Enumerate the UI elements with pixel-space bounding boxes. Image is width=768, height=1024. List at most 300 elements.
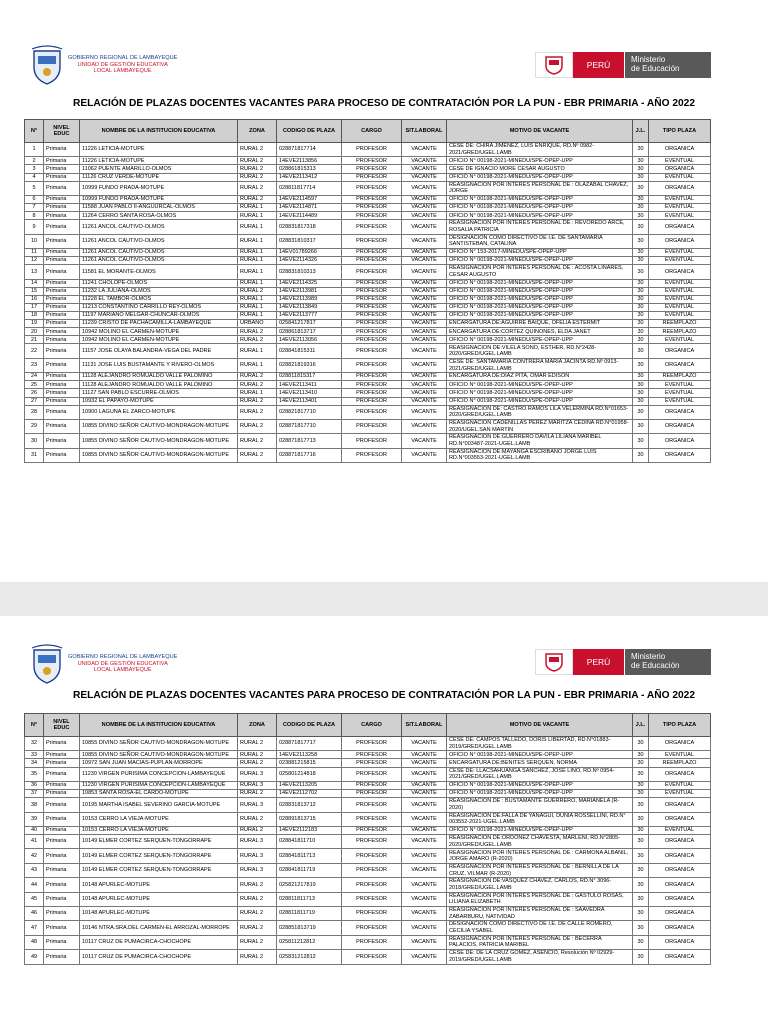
cell-hours: 30 [633,234,649,248]
cell-role: PROFESOR [342,204,402,212]
table-row [25,279,711,287]
table-row [25,781,711,789]
cell-role: PROFESOR [342,303,402,311]
cell-reason: REASIGNACION POR INTERES PERSONAL DE : ACOSTA LINARES, CESAR AUGUSTO [447,265,633,279]
cell-code: 028841815311 [277,344,342,358]
cell-role: PROFESOR [342,320,402,328]
cell-number: 5 [25,181,44,195]
document-title: RELACIÓN DE PLAZAS DOCENTES VACANTES PARA PROCESO DE CONTRATACIÓN POR LA PUN - EBR PRIMARIA - AÑO 2022 [72,690,696,701]
cell-reason: REASIGNACION DE: CASTRO RAMOS LILA VELERMINA RD.N°01653-2020/GRED/UGEL.LAMB [447,405,633,419]
cell-status: VACANTE [402,921,447,935]
document-page-2 [0,616,768,1024]
cell-number: 12 [25,257,44,265]
cell-role: PROFESOR [342,165,402,173]
cell-type: EVENTUAL [649,303,711,311]
cell-hours: 30 [633,320,649,328]
table-row [25,790,711,798]
cell-code: 14EVE2112702 [277,790,342,798]
cell-level: Primaria [44,767,80,781]
table-row [25,812,711,826]
cell-school: 11261 ANCOL CAUTIVO-OLMOS [80,257,238,265]
table-row [25,373,711,381]
cell-school: 10148 APURLEC-MOTUPE [80,906,238,920]
cell-status: VACANTE [402,863,447,877]
cell-code: 14EVE2113849 [277,303,342,311]
cell-hours: 30 [633,448,649,462]
cell-level: Primaria [44,279,80,287]
ugel-logo [30,45,177,85]
cell-school: 10855 DIVINO SEÑOR CAUTIVO-MONDRAGON-MOTUPE [80,420,238,434]
cell-number: 45 [25,892,44,906]
cell-hours: 30 [633,420,649,434]
cell-number: 6 [25,196,44,204]
cell-school: 10153 CERRO LA VIEJA-MOTUPE [80,812,238,826]
cell-status: VACANTE [402,165,447,173]
column-header-code: CODIGO DE PLAZA [277,714,342,737]
cell-number: 13 [25,265,44,279]
cell-status: VACANTE [402,212,447,220]
cell-code: 028831817318 [277,220,342,234]
cell-school: 11261 ANCOL CAUTIVO-OLMOS [80,249,238,257]
cell-number: 40 [25,826,44,834]
cell-type: EVENTUAL [649,204,711,212]
cell-zone: RURAL 1 [238,204,277,212]
cell-level: Primaria [44,798,80,812]
cell-code: 028861815313 [277,165,342,173]
cell-school: 10972 SAN JUAN MACIAS-PUPLAN-MORROPE [80,759,238,767]
cell-reason: REASIGNACION POR INTERES PERSONAL DE : OLAZABAL CHAVEZ, JORGE [447,181,633,195]
cell-reason: OFICIO N° 00198-2021-MINEDU/SPE-OPEP-UPP [447,381,633,389]
cell-role: PROFESOR [342,381,402,389]
cell-zone: RURAL 2 [238,812,277,826]
cell-school: 11062 PUENTE AMARILLO-OLMOS [80,165,238,173]
cell-role: PROFESOR [342,420,402,434]
cell-level: Primaria [44,257,80,265]
cell-type: ORGANICA [649,165,711,173]
cell-hours: 30 [633,790,649,798]
cell-role: PROFESOR [342,220,402,234]
cell-status: VACANTE [402,448,447,462]
cell-zone: RURAL 2 [238,373,277,381]
cell-role: PROFESOR [342,849,402,863]
cell-code: 025831212812 [277,950,342,964]
cell-level: Primaria [44,878,80,892]
cell-school: 10999 FUNDO PRADA-MOTUPE [80,196,238,204]
cell-role: PROFESOR [342,812,402,826]
cell-reason: REASIGNACION POR INTERES PERSONAL DE : REVOREDO ARCE, ROSALIA PATRICIA [447,220,633,234]
table-row [25,220,711,234]
cell-hours: 30 [633,798,649,812]
cell-role: PROFESOR [342,373,402,381]
cell-hours: 30 [633,279,649,287]
cell-code: 14EVE2113056 [277,336,342,344]
crest-icon [30,45,64,85]
cell-hours: 30 [633,265,649,279]
cell-code: 028851813719 [277,921,342,935]
ministry-logo [535,649,711,675]
cell-code: 025811212812 [277,935,342,949]
table-row [25,181,711,195]
cell-reason: CESE DE IGNACIO MORE CESAR AUGUSTO [447,165,633,173]
table-row [25,751,711,759]
cell-zone: RURAL 2 [238,434,277,448]
cell-zone: RURAL 3 [238,781,277,789]
cell-reason: DESIGNACION COMO DIRECTIVO DE I.E. DE SANTAMARIA SANTISTEBAN, CATALINA [447,234,633,248]
cell-school: 10900 LAGUNA EL ZARCO-MOTUPE [80,405,238,419]
cell-zone: RURAL 1 [238,234,277,248]
cell-zone: RURAL 2 [238,165,277,173]
cell-hours: 30 [633,759,649,767]
cell-level: Primaria [44,344,80,358]
cell-status: VACANTE [402,358,447,372]
cell-code: 14EVE2114325 [277,279,342,287]
cell-role: PROFESOR [342,405,402,419]
cell-status: VACANTE [402,849,447,863]
cell-status: VACANTE [402,181,447,195]
cell-role: PROFESOR [342,389,402,397]
cell-school: 11230 VIRGEN PURISIMA CONCEPCION-LAMBAYEQUE [80,781,238,789]
cell-type: REEMPLAZO [649,373,711,381]
cell-code: 028871817714 [277,143,342,157]
cell-zone: RURAL 3 [238,767,277,781]
cell-reason: REASIGNACION DE:ORDONEZ CHAVESTA, MARLENI, RD.N°2805-2020/GRED/UGEL.LAMB [447,835,633,849]
cell-level: Primaria [44,892,80,906]
org-text [68,55,177,74]
cell-code: 025841217817 [277,320,342,328]
cell-code: 14EVE2114489 [277,212,342,220]
cell-type: EVENTUAL [649,389,711,397]
cell-type: EVENTUAL [649,397,711,405]
org-line3: LOCAL LAMBAYEQUE [93,68,152,75]
cell-status: VACANTE [402,420,447,434]
table-row [25,405,711,419]
cell-status: VACANTE [402,812,447,826]
cell-reason: REASIGNACION POR INTERES PERSONAL DE : SAAVEDRA ZABARBURU, NATIVIDAD [447,906,633,920]
table-row [25,863,711,877]
cell-school: 11261 ANCOL CAUTIVO-OLMOS [80,220,238,234]
cell-code: 023881215815 [277,759,342,767]
cell-code: 14EV01789266 [277,249,342,257]
cell-hours: 30 [633,344,649,358]
cell-type: ORGANICA [649,737,711,751]
cell-status: VACANTE [402,906,447,920]
cell-role: PROFESOR [342,826,402,834]
table-row [25,204,711,212]
cell-zone: RURAL 1 [238,249,277,257]
cell-hours: 30 [633,173,649,181]
cell-role: PROFESOR [342,312,402,320]
cell-reason: OFICIO N° 00198-2021-MINEDU/SPE-OPEP-UPP [447,196,633,204]
cell-role: PROFESOR [342,751,402,759]
cell-level: Primaria [44,397,80,405]
cell-zone: RURAL 2 [238,935,277,949]
cell-code: 14EVE2114597 [277,196,342,204]
cell-zone: RURAL 2 [238,157,277,165]
cell-role: PROFESOR [342,157,402,165]
cell-code: 14EVE2113258 [277,751,342,759]
cell-number: 16 [25,295,44,303]
cell-status: VACANTE [402,220,447,234]
cell-status: VACANTE [402,196,447,204]
cell-reason: REASIGNACION CADENILLAS PEREZ MARITZA CEDINA RD.N°01958-2020/UGEL.SAN MARTIN [447,420,633,434]
cell-type: EVENTUAL [649,157,711,165]
cell-code: 028811811719 [277,906,342,920]
cell-role: PROFESOR [342,196,402,204]
cell-zone: RURAL 1 [238,265,277,279]
cell-status: VACANTE [402,737,447,751]
cell-school: 11232 LA JULIANA-OLMOS [80,287,238,295]
cell-school: 11581 EL MORANTE-OLMOS [80,265,238,279]
cell-reason: OFICIO N° 00198-2021-MINEDU/SPE-OPEP-UPP [447,389,633,397]
cell-level: Primaria [44,320,80,328]
cell-zone: RURAL 3 [238,798,277,812]
cell-level: Primaria [44,328,80,336]
cell-status: VACANTE [402,759,447,767]
cell-code: 028891813715 [277,812,342,826]
cell-number: 32 [25,737,44,751]
cell-status: VACANTE [402,397,447,405]
cell-zone: RURAL 2 [238,328,277,336]
cell-level: Primaria [44,737,80,751]
cell-zone: RURAL 2 [238,878,277,892]
cell-type: ORGANICA [649,220,711,234]
cell-code: 14EVE2113412 [277,173,342,181]
table-row [25,165,711,173]
table-row [25,143,711,157]
cell-status: VACANTE [402,295,447,303]
table-row [25,344,711,358]
column-header-hours: J.L. [633,714,649,737]
column-header-status: SIT.LABORAL [402,120,447,143]
cell-zone: RURAL 2 [238,405,277,419]
crest-icon [30,644,64,684]
cell-zone: RURAL 1 [238,220,277,234]
column-header-zone: ZONA [238,120,277,143]
cell-school: 11157 JOSE OLAYA BALANDRA-VEGA DEL PADRE [80,344,238,358]
cell-level: Primaria [44,434,80,448]
cell-status: VACANTE [402,950,447,964]
cell-hours: 30 [633,781,649,789]
cell-school: 11226 LETICIA-MOTUPE [80,143,238,157]
org-text [68,654,177,673]
cell-reason: OFICIO N° 00198-2021-MINEDU/SPE-OPEP-UPP [447,303,633,311]
cell-zone: RURAL 1 [238,257,277,265]
cell-zone: RURAL 2 [238,751,277,759]
cell-role: PROFESOR [342,781,402,789]
cell-school: 11197 MARIANO MELGAR-CHUNCAR-OLMOS [80,312,238,320]
cell-type: EVENTUAL [649,336,711,344]
cell-number: 42 [25,849,44,863]
document-title: RELACIÓN DE PLAZAS DOCENTES VACANTES PARA PROCESO DE CONTRATACIÓN POR LA PUN - EBR PRIMARIA - AÑO 2022 [72,98,696,109]
cell-level: Primaria [44,287,80,295]
cell-number: 18 [25,312,44,320]
peru-shield-icon [535,52,573,78]
table-row [25,759,711,767]
cell-hours: 30 [633,257,649,265]
cell-reason: CESE DE: LLACSAHUANGA SANCHEZ, JOSE LINO, RD.Nº 0954-2021/GRED/UGEL.LAMB [447,767,633,781]
cell-hours: 30 [633,181,649,195]
cell-role: PROFESOR [342,790,402,798]
cell-number: 34 [25,759,44,767]
column-header-school: NOMBRE DE LA INSTITUCION EDUCATIVA [80,120,238,143]
cell-zone: RURAL 2 [238,448,277,462]
cell-hours: 30 [633,303,649,311]
cell-code: 028811811713 [277,892,342,906]
table-row [25,265,711,279]
cell-zone: RURAL 2 [238,336,277,344]
cell-status: VACANTE [402,320,447,328]
cell-status: VACANTE [402,143,447,157]
cell-role: PROFESOR [342,344,402,358]
cell-school: 11230 VIRGEN PURISIMA CONCEPCION-LAMBAYEQUE [80,767,238,781]
cell-zone: RURAL 2 [238,892,277,906]
cell-type: ORGANICA [649,234,711,248]
cell-zone: RURAL 2 [238,921,277,935]
cell-reason: OFICIO N° 00198-2021-MINEDU/SPE-OPEP-UPP [447,790,633,798]
cell-school: 10146 NTRA.SRA.DEL CARMEN-EL ARROZAL-MORROPE [80,921,238,935]
cell-type: REEMPLAZO [649,328,711,336]
cell-number: 3 [25,165,44,173]
cell-hours: 30 [633,143,649,157]
ugel-logo [30,644,177,684]
cell-level: Primaria [44,921,80,935]
table-body [25,143,711,463]
table-row [25,381,711,389]
table-body [25,737,711,965]
cell-hours: 30 [633,165,649,173]
cell-type: EVENTUAL [649,790,711,798]
cell-reason: REASIGNACION DE:MAYANGA ESCRIBANO JORGE LUIS RD.N°003553-2021-UGEL.LAMB [447,448,633,462]
table-row [25,921,711,935]
cell-level: Primaria [44,234,80,248]
cell-role: PROFESOR [342,434,402,448]
column-header-reason: MOTIVO DE VACANTE [447,120,633,143]
cell-type: ORGANICA [649,921,711,935]
cell-code: 028871817717 [277,737,342,751]
cell-reason: REASIGNACION DE : BUSTAMANTE GUERRERO, MARIANELA (R-2020) [447,798,633,812]
table-row [25,303,711,311]
table-row [25,336,711,344]
column-header-reason: MOTIVO DE VACANTE [447,714,633,737]
cell-status: VACANTE [402,328,447,336]
cell-school: 11261 ANCOL CAUTIVO-OLMOS [80,234,238,248]
column-header-role: CARGO [342,714,402,737]
cell-school: 11128 ALEJANDRO ROMUALDO VALLE PALOMINO [80,381,238,389]
cell-school: 11127 SAN PABLO ESCURRE-OLMOS [80,389,238,397]
cell-type: ORGANICA [649,420,711,434]
table-row [25,950,711,964]
cell-status: VACANTE [402,790,447,798]
cell-role: PROFESOR [342,767,402,781]
cell-school: 11131 JOSE LUIS BUSTAMANTE Y RIVERO-OLMOS [80,358,238,372]
cell-zone: RURAL 2 [238,173,277,181]
cell-role: PROFESOR [342,249,402,257]
cell-level: Primaria [44,935,80,949]
cell-status: VACANTE [402,781,447,789]
cell-level: Primaria [44,173,80,181]
column-header-role: CARGO [342,120,402,143]
table-row [25,826,711,834]
cell-role: PROFESOR [342,863,402,877]
cell-role: PROFESOR [342,358,402,372]
cell-number: 1 [25,143,44,157]
cell-level: Primaria [44,863,80,877]
cell-type: EVENTUAL [649,751,711,759]
cell-school: 10149 ELMER CORTEZ SERQUEN-TONGORRAPE [80,863,238,877]
cell-level: Primaria [44,143,80,157]
cell-reason: OFICIO N° 00198-2021-MINEDU/SPE-OPEP-UPP [447,257,633,265]
cell-code: 028871817713 [277,434,342,448]
column-header-level: NIVEL EDUC [44,714,80,737]
cell-role: PROFESOR [342,234,402,248]
cell-school: 10117 CRUZ DE PUMACIRCA-CHOCHOPE [80,950,238,964]
cell-school: 10855 DIVINO SEÑOR CAUTIVO-MONDRAGON-MOTUPE [80,434,238,448]
cell-number: 25 [25,381,44,389]
table-row [25,878,711,892]
table-row [25,196,711,204]
cell-role: PROFESOR [342,935,402,949]
cell-reason: OFICIO N° 00198-2021-MINEDU/SPE-OPEP-UPP [447,397,633,405]
cell-number: 2 [25,157,44,165]
vacancies-table [24,119,711,463]
cell-school: 10148 APURLEC-MOTUPE [80,878,238,892]
cell-type: ORGANICA [649,835,711,849]
cell-code: 025801214818 [277,767,342,781]
cell-school: 10942 MOLINO EL CARMEN-MOTUPE [80,328,238,336]
cell-level: Primaria [44,751,80,759]
cell-hours: 30 [633,751,649,759]
cell-hours: 30 [633,767,649,781]
cell-status: VACANTE [402,312,447,320]
cell-code: 028841811710 [277,835,342,849]
cell-zone: RURAL 1 [238,295,277,303]
cell-reason: OFICIO N° 00198-2021-MINEDU/SPE-OPEP-UPP [447,781,633,789]
cell-type: EVENTUAL [649,257,711,265]
cell-role: PROFESOR [342,143,402,157]
table-row [25,906,711,920]
cell-zone: RURAL 2 [238,759,277,767]
cell-number: 49 [25,950,44,964]
cell-number: 27 [25,397,44,405]
cell-reason: OFICIO N° 153-2017-MINEDU/SPE-OPEP-UPP [447,249,633,257]
cell-reason: OFICIO N° 00198-2021-MINEDU/SPE-OPEP-UPP [447,295,633,303]
column-header-type: TIPO PLAZA [649,120,711,143]
cell-type: EVENTUAL [649,173,711,181]
cell-role: PROFESOR [342,835,402,849]
cell-code: 028811817714 [277,181,342,195]
cell-role: PROFESOR [342,173,402,181]
cell-zone: RURAL 2 [238,826,277,834]
cell-reason: OFICIO N° 00198-2021-MINEDU/SPE-OPEP-UPP [447,204,633,212]
cell-type: ORGANICA [649,935,711,949]
cell-reason: OFICIO N° 00198-2021-MINEDU/SPE-OPEP-UPP [447,287,633,295]
cell-type: ORGANICA [649,405,711,419]
cell-number: 8 [25,212,44,220]
cell-level: Primaria [44,295,80,303]
cell-number: 4 [25,173,44,181]
cell-level: Primaria [44,336,80,344]
cell-level: Primaria [44,405,80,419]
cell-number: 22 [25,344,44,358]
cell-role: PROFESOR [342,759,402,767]
cell-status: VACANTE [402,173,447,181]
table-row [25,737,711,751]
org-line2: UNIDAD DE GESTIÓN EDUCATIVA [77,660,168,667]
cell-level: Primaria [44,448,80,462]
cell-school: 10853 SANTA ROSA-EL CARDO-MOTUPE [80,790,238,798]
cell-status: VACANTE [402,935,447,949]
cell-number: 11 [25,249,44,257]
